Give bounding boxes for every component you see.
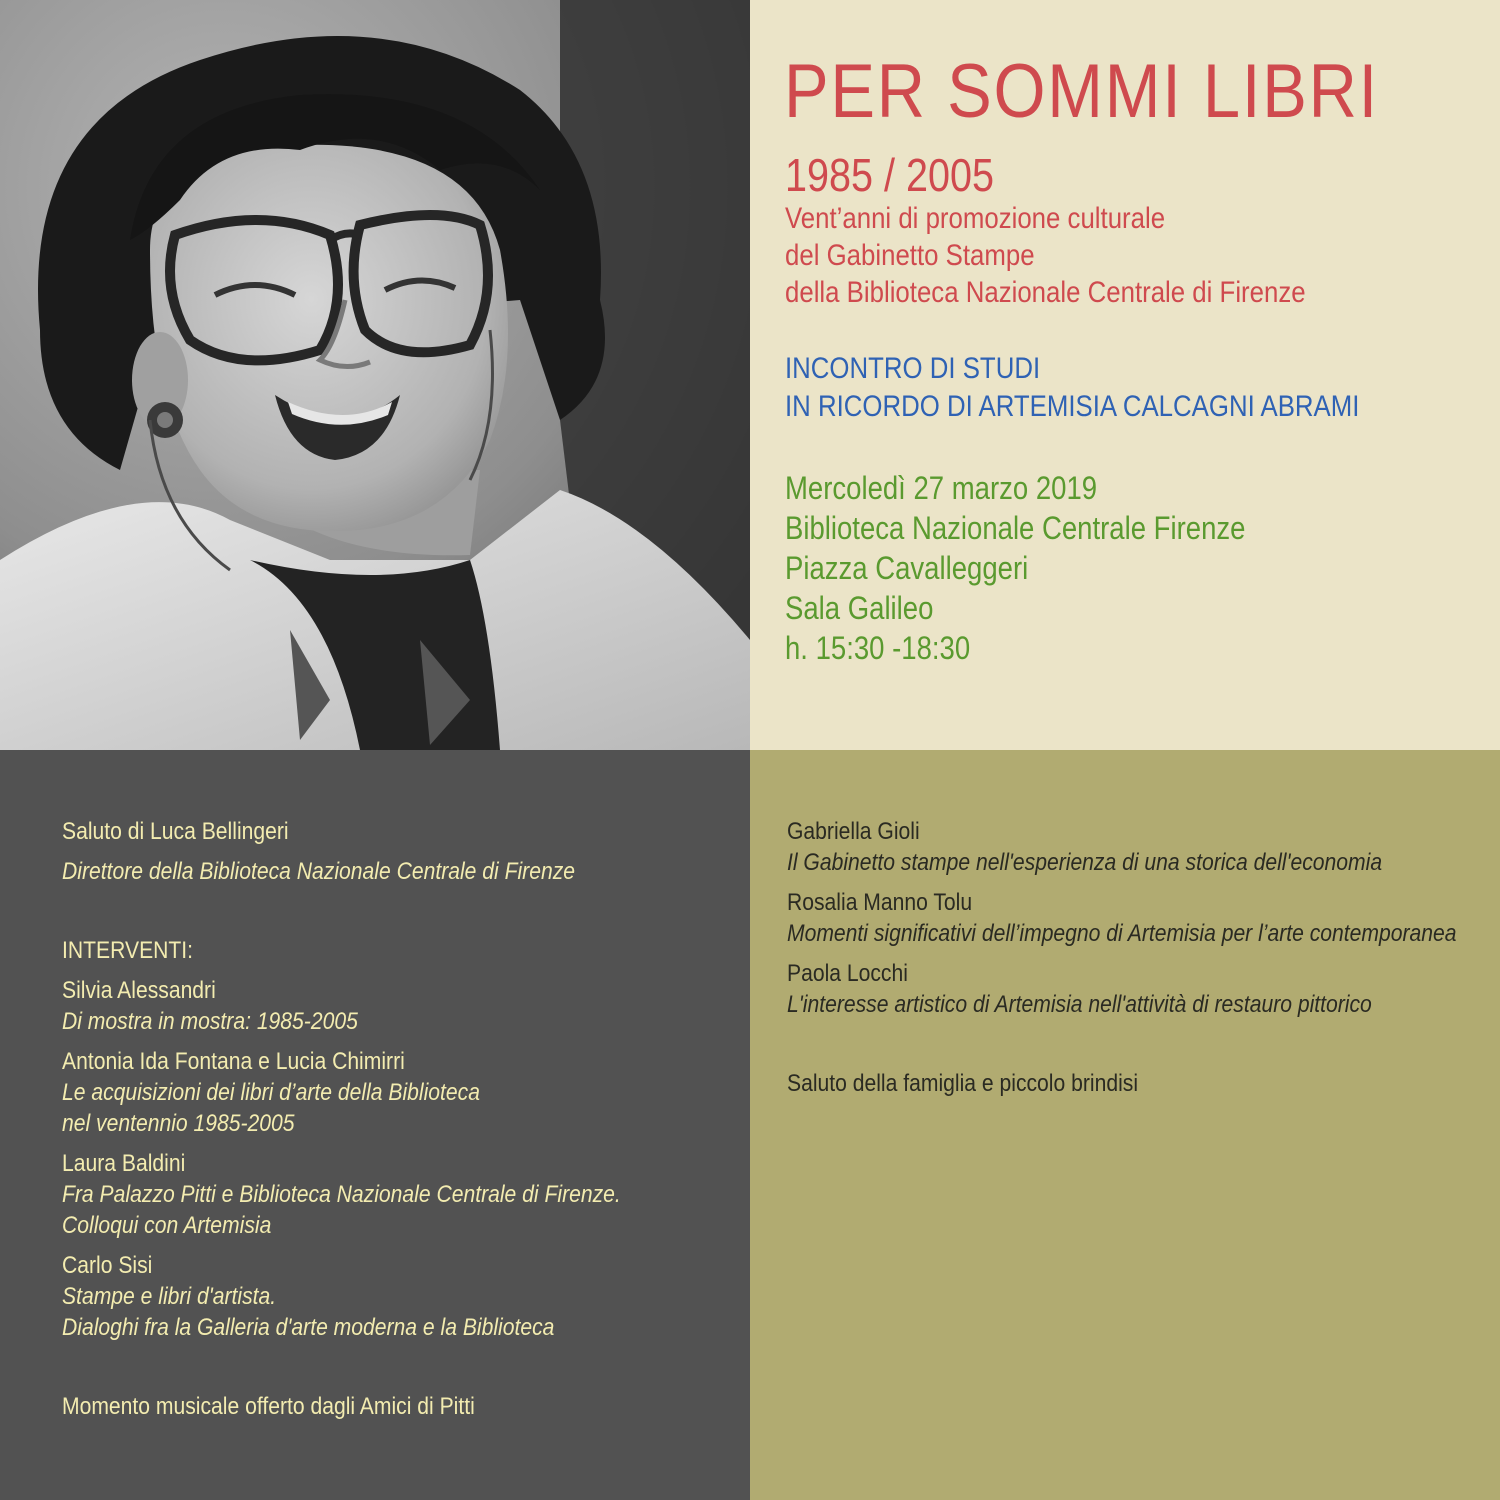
talk-title: Fra Palazzo Pitti e Biblioteca Nazionale Centrale di Firenze. [62,1181,621,1208]
programme-right-text [787,816,1457,1099]
programme-right-panel [750,750,1500,1500]
title-panel [750,0,1500,750]
talk-speaker: Antonia Ida Fontana e Lucia Chimirri [62,1048,405,1075]
talk-title: Il Gabinetto stampe nell'esperienza di una storica dell'economia [787,849,1383,876]
event-date: Mercoledì 27 marzo 2019 [785,470,1098,506]
subtitle [785,200,1306,311]
programme-left-text [62,816,621,1422]
closing-note: Momento musicale offerto dagli Amici di Pitti [62,1393,475,1420]
talk-title: Dialoghi fra la Galleria d'arte moderna e la Biblioteca [62,1314,555,1341]
interventions-heading: INTERVENTI: [62,937,194,964]
talk-title: L'interesse artistico di Artemisia nell'attività di restauro pittorico [787,991,1372,1018]
portrait-photo [0,0,750,750]
closing-note: Saluto della famiglia e piccolo brindisi [787,1070,1139,1097]
event-heading-line: INCONTRO DI STUDI [785,352,1041,385]
event-time: h. 15:30 -18:30 [785,630,971,666]
subtitle-line: del Gabinetto Stampe [785,239,1035,272]
event-details [785,468,1245,668]
talk-title: Le acquisizioni dei libri d’arte della Biblioteca [62,1079,480,1106]
event-heading-line: IN RICORDO DI ARTEMISIA CALCAGNI ABRAMI [785,390,1360,423]
talk-speaker: Rosalia Manno Tolu [787,889,973,916]
event-heading [785,350,1359,426]
event-venue: Biblioteca Nazionale Centrale Firenze [785,510,1246,546]
talk-title: Di mostra in mostra: 1985-2005 [62,1008,358,1035]
event-address: Piazza Cavalleggeri [785,550,1029,586]
portrait-illustration [0,0,750,750]
talk-speaker: Paola Locchi [787,960,908,987]
greeting-name: Saluto di Luca Bellingeri [62,818,289,845]
subtitle-line: della Biblioteca Nazionale Centrale di Firenze [785,276,1306,309]
talk-title: nel ventennio 1985-2005 [62,1110,295,1137]
years-title: 1985 / 2005 [785,149,994,201]
greeting-role: Direttore della Biblioteca Nazionale Centrale di Firenze [62,858,576,885]
event-room: Sala Galileo [785,590,934,626]
talk-speaker: Laura Baldini [62,1150,186,1177]
main-title: PER SOMMI LIBRI [784,49,1379,134]
talk-speaker: Carlo Sisi [62,1252,153,1279]
subtitle-line: Vent’anni di promozione culturale [785,202,1166,235]
talk-title: Colloqui con Artemisia [62,1212,272,1239]
programme-left-panel [0,750,750,1500]
talk-title: Momenti significativi dell’impegno di Artemisia per l’arte contemporanea [787,920,1457,947]
talk-speaker: Gabriella Gioli [787,818,920,845]
talk-title: Stampe e libri d'artista. [62,1283,277,1310]
talk-speaker: Silvia Alessandri [62,977,216,1004]
